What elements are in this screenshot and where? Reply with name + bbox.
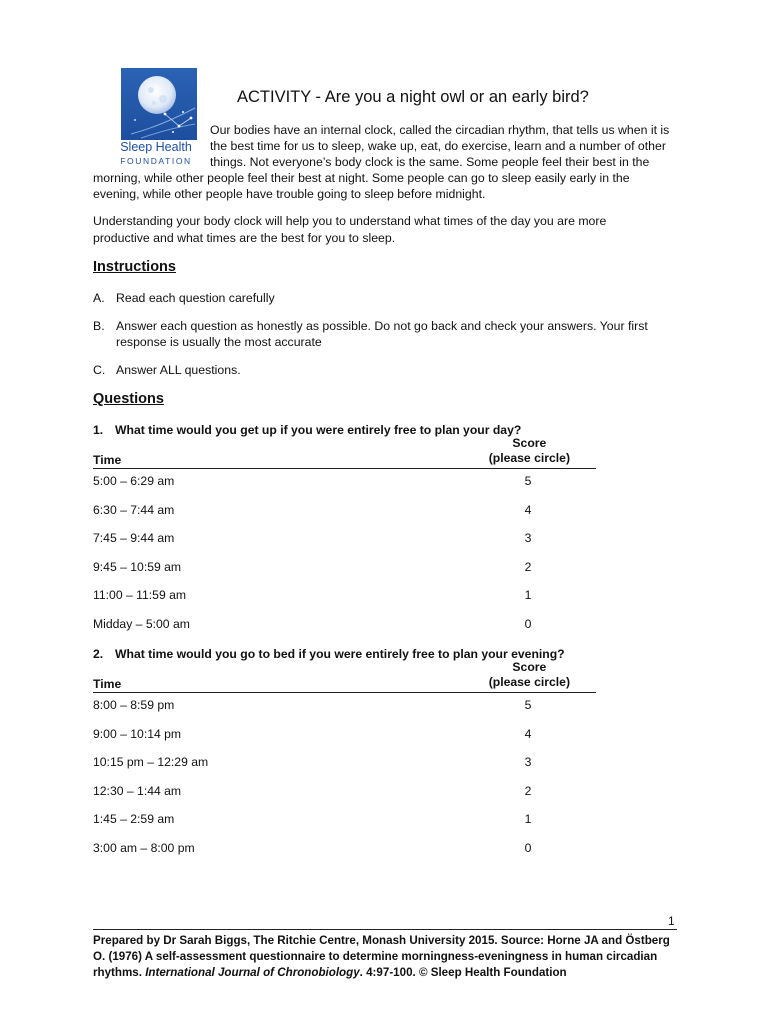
- time-cell: 8:00 – 8:59 pm: [93, 698, 175, 712]
- score-cell[interactable]: 0: [524, 841, 532, 855]
- question-2-table-header: [93, 660, 596, 693]
- score-cell[interactable]: 1: [524, 812, 532, 826]
- instruction-letter: C.: [93, 363, 106, 377]
- time-cell: 12:30 – 1:44 am: [93, 784, 182, 798]
- instruction-text: Read each question carefully: [116, 291, 275, 305]
- footer-citation: [93, 933, 677, 981]
- score-column-header: [489, 660, 570, 690]
- intro-paragraph-1: [93, 122, 673, 202]
- instruction-text: Answer ALL questions.: [116, 363, 241, 377]
- score-cell[interactable]: 1: [524, 588, 532, 602]
- table-row: [93, 812, 596, 828]
- time-cell: 1:45 – 2:59 am: [93, 812, 175, 826]
- question-number: 1.: [93, 423, 104, 437]
- score-cell[interactable]: 2: [524, 784, 532, 798]
- table-row: [93, 531, 596, 547]
- page-title: ACTIVITY - Are you a night owl or an early bird?: [237, 88, 589, 106]
- footer-text-part1: Prepared by Dr Sarah Biggs, The Ritchie Centre, Monash University 2015. Source: Horne JA and Östberg O. (1976) A self-assessment questionnaire to determine morningness-eveningness in human circadian rhythms.: [93, 934, 670, 979]
- table-row: [93, 617, 596, 633]
- score-header-line1: Score: [512, 660, 547, 674]
- instruction-item-c: [93, 362, 673, 378]
- questions-heading: Questions: [93, 391, 164, 407]
- time-cell: Midday – 5:00 am: [93, 617, 190, 631]
- question-1: [93, 423, 521, 437]
- score-header-line2: (please circle): [488, 451, 570, 465]
- time-column-header: Time: [93, 453, 122, 467]
- page-number: 1: [668, 914, 675, 928]
- instruction-letter: A.: [93, 291, 105, 305]
- score-cell[interactable]: 4: [524, 503, 532, 517]
- time-cell: 3:00 am – 8:00 pm: [93, 841, 195, 855]
- intro-text-1: Our bodies have an internal clock, called the circadian rhythm, that tells us when it is the best time for us to sleep, wake up, eat, do exercise, learn and a number of other things. Not everyone’s body clock is the same. Some people feel their best in the morning, while other people feel their best at night. Some people can go to sleep easily early in the evening, while other people have trouble going to sleep before midnight.: [93, 123, 670, 201]
- score-column-header: [489, 436, 570, 466]
- score-cell[interactable]: 2: [524, 560, 532, 574]
- time-cell: 6:30 – 7:44 am: [93, 503, 175, 517]
- instruction-item-b: [93, 318, 673, 350]
- time-cell: 7:45 – 9:44 am: [93, 531, 175, 545]
- question-2: [93, 647, 565, 661]
- instruction-item-a: [93, 290, 673, 306]
- score-cell[interactable]: 3: [524, 755, 532, 769]
- score-cell[interactable]: 3: [524, 531, 532, 545]
- instruction-text: Answer each question as honestly as possible. Do not go back and check your answers. Your first response is usually the most accurate: [116, 319, 648, 349]
- time-cell: 9:45 – 10:59 am: [93, 560, 182, 574]
- instruction-letter: B.: [93, 319, 105, 333]
- table-row: [93, 503, 596, 519]
- logo-line1: Sleep Health: [120, 140, 192, 154]
- time-column-header: Time: [93, 677, 122, 691]
- table-row: [93, 698, 596, 714]
- score-cell[interactable]: 5: [524, 698, 532, 712]
- logo-line2: FOUNDATION: [120, 156, 192, 166]
- question-text: What time would you get up if you were entirely free to plan your day?: [115, 423, 522, 437]
- table-row: [93, 474, 596, 490]
- table-row: [93, 727, 596, 743]
- time-cell: 10:15 pm – 12:29 am: [93, 755, 209, 769]
- table-row: [93, 784, 596, 800]
- instructions-heading: Instructions: [93, 259, 176, 275]
- table-row: [93, 560, 596, 576]
- intro-paragraph-2: Understanding your body clock will help you to understand what times of the day you are more productive and what times are the best for you to sleep.: [93, 214, 607, 245]
- footer-divider: [93, 929, 677, 930]
- question-1-table-header: [93, 436, 596, 469]
- time-cell: 5:00 – 6:29 am: [93, 474, 175, 488]
- score-header-line1: Score: [512, 436, 547, 450]
- time-cell: 9:00 – 10:14 pm: [93, 727, 182, 741]
- score-cell[interactable]: 5: [524, 474, 532, 488]
- score-cell[interactable]: 0: [524, 617, 532, 631]
- score-cell[interactable]: 4: [524, 727, 532, 741]
- question-text: What time would you go to bed if you were entirely free to plan your evening?: [115, 647, 565, 661]
- table-row: [93, 841, 596, 857]
- question-number: 2.: [93, 647, 104, 661]
- score-header-line2: (please circle): [488, 675, 570, 689]
- footer-journal: International Journal of Chronobiology: [145, 966, 360, 979]
- table-row: [93, 588, 596, 604]
- footer-text-part2: . 4:97-100. © Sleep Health Foundation: [359, 966, 567, 979]
- time-cell: 11:00 – 11:59 am: [93, 588, 187, 602]
- table-row: [93, 755, 596, 771]
